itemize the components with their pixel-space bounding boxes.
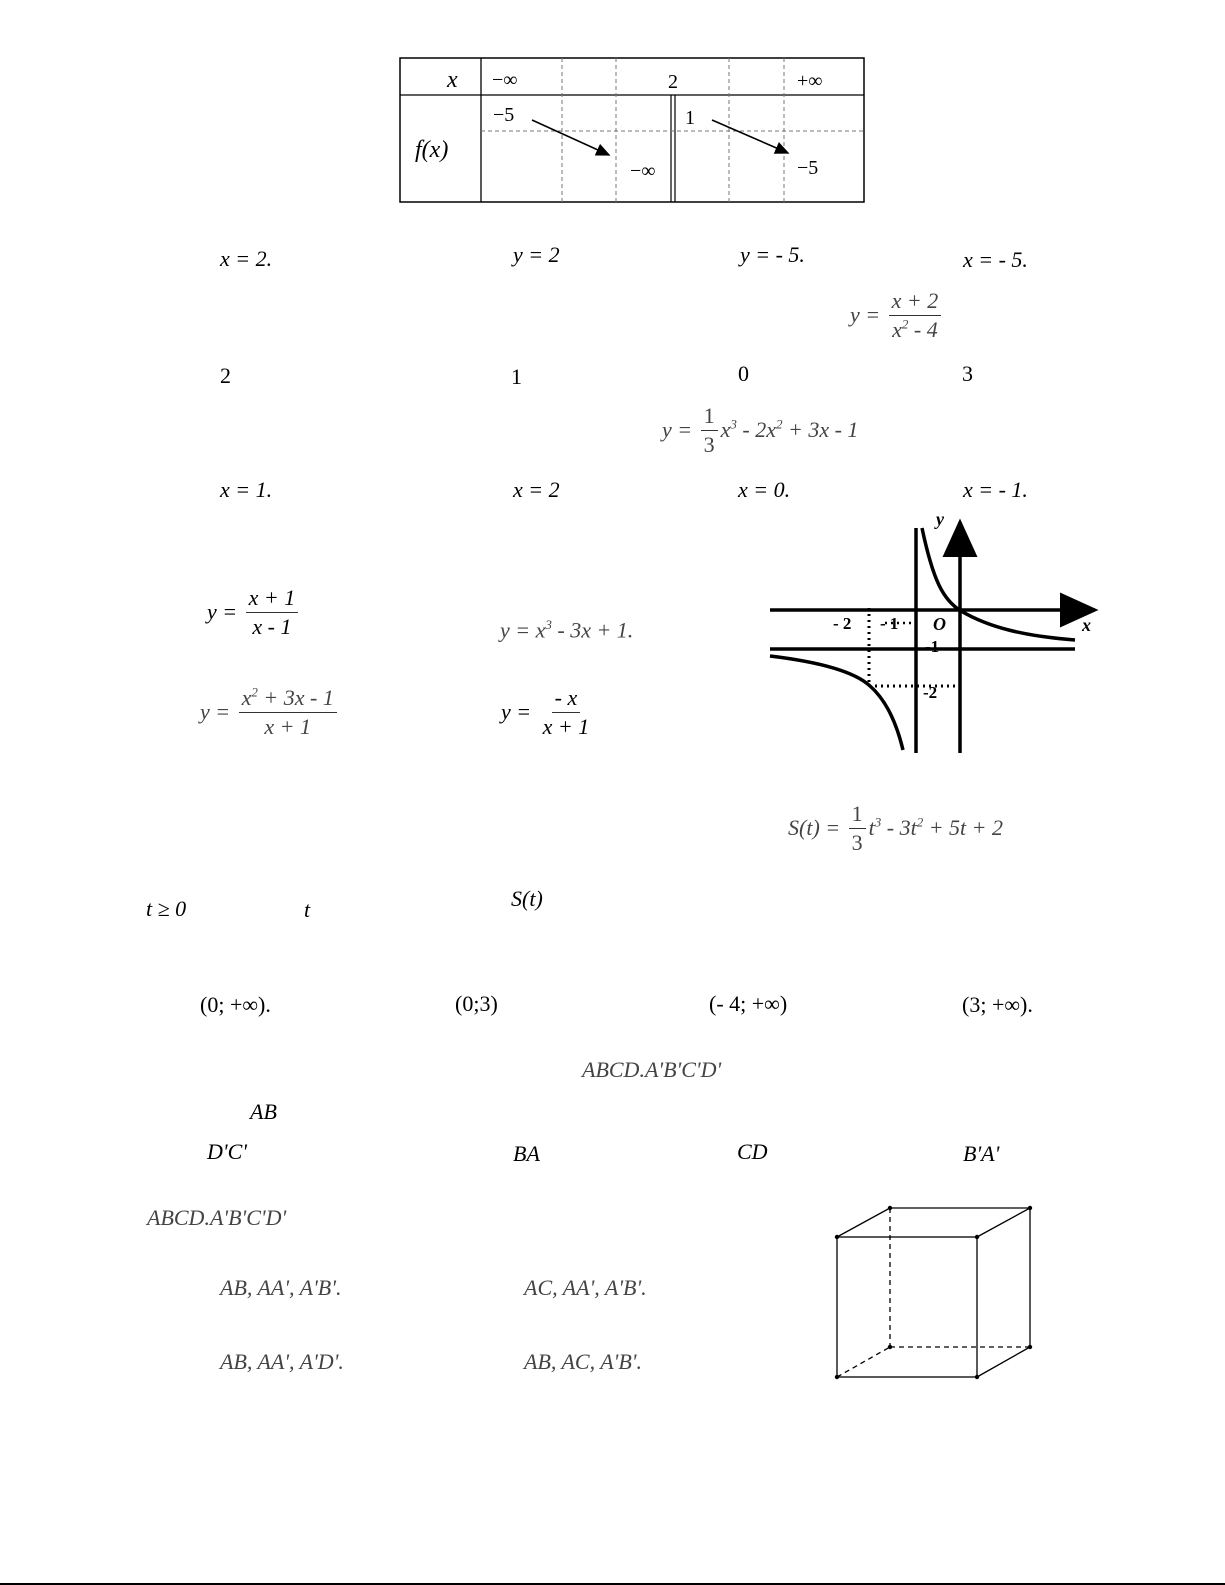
q2-option-b[interactable]: 1 (511, 364, 522, 389)
q2-lhs: y = (850, 302, 881, 327)
q5-option-d[interactable]: (3; +∞). (962, 992, 1033, 1017)
q2-formula (850, 287, 944, 343)
q6-option-d[interactable]: B'A' (963, 1141, 1000, 1166)
graph-x-label: x (1082, 615, 1091, 635)
q4-d-den: x + 1 (542, 713, 590, 739)
q6-option-b[interactable]: BA (513, 1141, 540, 1166)
graph-tick-y-minus-1: -1 (925, 637, 940, 656)
q4-d-num: - x (552, 684, 581, 713)
q3-x: x (720, 417, 731, 443)
q3-exp3: 3 (730, 416, 737, 432)
q7-option-b[interactable]: AC, AA', A'B'. (524, 1275, 647, 1300)
q7-prism: ABCD.A'B'C'D' (147, 1205, 287, 1230)
q5-e2: 2 (916, 814, 924, 830)
q1-option-c[interactable]: y = - 5. (740, 242, 805, 267)
q4-b-post: - 3x + 1. (551, 617, 634, 643)
q4-c-den: x + 1 (264, 713, 312, 739)
q2-numerator: x + 2 (889, 287, 942, 316)
table-left-top: −5 (493, 104, 515, 126)
q3-mid: - 2x (736, 417, 776, 443)
q5-option-b[interactable]: (0;3) (455, 991, 498, 1016)
q4-d-lhs: y = (501, 699, 532, 724)
q4-a-num: x + 1 (246, 584, 299, 613)
q5-t1: t (868, 815, 875, 841)
q5-e3: 3 (874, 814, 882, 830)
q4-c-num-x: x (241, 685, 252, 710)
table-right-top: 1 (685, 107, 695, 129)
table-right-bottom: −5 (797, 157, 819, 179)
table-x-minus-inf: −∞ (492, 69, 518, 91)
q3-num: 1 (701, 402, 718, 431)
q5-option-c[interactable]: (- 4; +∞) (709, 991, 788, 1016)
q1-option-d[interactable]: x = - 5. (963, 247, 1028, 272)
q2-option-d[interactable]: 3 (962, 361, 973, 386)
q5-lhs: S(t) = (788, 815, 841, 840)
q5-num: 1 (849, 800, 866, 829)
q5-den: 3 (851, 829, 863, 855)
graph-y-label: y (936, 510, 944, 529)
q6-option-c[interactable]: CD (737, 1139, 768, 1164)
q7-option-d[interactable]: AB, AC, A'B'. (524, 1349, 642, 1374)
q3-exp2: 2 (775, 416, 783, 432)
q5-condition: t ≥ 0 (146, 896, 187, 921)
q5-t-variable: t (304, 897, 311, 922)
q6-option-a[interactable]: D'C' (207, 1139, 247, 1164)
q2-den-x: x (892, 316, 902, 342)
q4-option-b[interactable] (500, 617, 633, 643)
q3-option-b[interactable]: x = 2 (513, 477, 560, 502)
q3-option-c[interactable]: x = 0. (738, 477, 791, 502)
q3-den: 3 (703, 431, 715, 457)
q5-s-of-t: S(t) (511, 886, 543, 911)
q7-option-c[interactable]: AB, AA', A'D'. (220, 1349, 344, 1374)
variation-table (399, 57, 865, 203)
q2-option-a[interactable]: 2 (220, 363, 231, 388)
q2-option-c[interactable]: 0 (738, 361, 749, 386)
q5-option-a[interactable]: (0; +∞). (200, 992, 271, 1017)
q6-segment-ab: AB (250, 1099, 277, 1124)
graph-origin-label: O (933, 614, 946, 634)
table-x-two: 2 (668, 71, 678, 93)
table-left-bottom: −∞ (630, 160, 656, 182)
q4-option-d[interactable] (501, 684, 595, 740)
q3-lhs: y = (662, 417, 693, 442)
q4-b-pre: y = x (500, 617, 546, 643)
q2-den-exp: 2 (901, 316, 909, 332)
table-fx-label: f(x) (415, 137, 449, 163)
q1-option-a[interactable]: x = 2. (220, 246, 273, 271)
table-x-label: x (447, 67, 458, 93)
q6-prism: ABCD.A'B'C'D' (582, 1057, 722, 1082)
q4-a-den: x - 1 (252, 613, 292, 639)
q4-b-exp: 3 (545, 617, 552, 632)
q4-option-c[interactable] (200, 684, 340, 740)
q2-den-rest: - 4 (908, 316, 938, 342)
q3-formula (662, 402, 858, 458)
q7-option-a[interactable]: AB, AA', A'B'. (220, 1275, 342, 1300)
cube-figure (830, 1200, 1040, 1385)
q3-end: + 3x - 1 (782, 417, 859, 443)
q4-c-num-rest: + 3x - 1 (257, 685, 334, 710)
q4-c-lhs: y = (200, 699, 231, 724)
graph-tick-y-minus-2: -2 (923, 683, 938, 702)
q3-option-a[interactable]: x = 1. (220, 477, 273, 502)
q5-m2: + 5t + 2 (923, 815, 1004, 841)
q5-formula (788, 800, 1003, 856)
q5-m1: - 3t (881, 815, 917, 841)
q4-option-a[interactable] (207, 584, 301, 640)
decreasing-arrow-right (712, 120, 788, 153)
function-graph (765, 510, 1105, 755)
table-x-plus-inf: +∞ (797, 70, 823, 92)
q4-c-num-exp: 2 (251, 684, 258, 700)
graph-tick-minus-2: - 2 (833, 614, 852, 633)
graph-tick-minus-1: - 1 (880, 614, 899, 633)
q4-a-lhs: y = (207, 599, 238, 624)
q3-option-d[interactable]: x = - 1. (963, 477, 1028, 502)
decreasing-arrow-left (532, 120, 609, 155)
q1-option-b[interactable]: y = 2 (513, 242, 560, 267)
